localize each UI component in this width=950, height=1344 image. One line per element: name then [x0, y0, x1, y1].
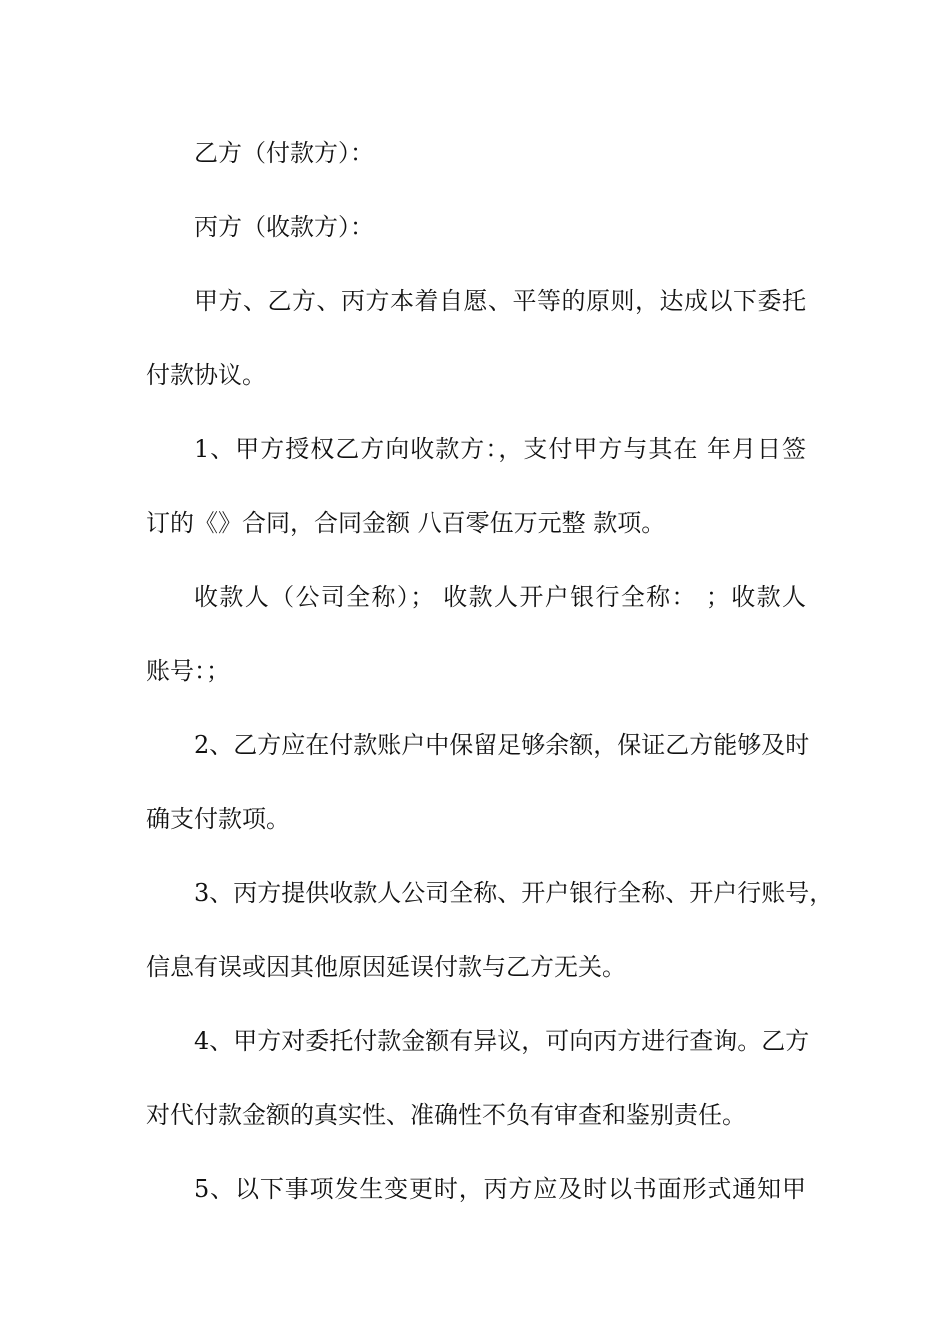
clause-2-line-1: 2、乙方应在付款账户中保留足够余额，保证乙方能够及时 — [194, 731, 810, 759]
intro-paragraph-line-2: 付款协议。 — [146, 361, 266, 389]
clause-4-line-1: 4、甲方对委托付款金额有异议，可向丙方进行查询。乙方 — [194, 1027, 810, 1055]
party-b-line: 乙方（付款方）： — [194, 139, 374, 167]
clause-5-line-1: 5、以下事项发生变更时，丙方应及时以书面形式通知甲 — [194, 1175, 806, 1203]
clause-3-line-2: 信息有误或因其他原因延误付款与乙方无关。 — [146, 953, 626, 981]
clause-2-line-2: 确支付款项。 — [146, 805, 290, 833]
intro-paragraph-line-1: 甲方、乙方、丙方本着自愿、平等的原则，达成以下委托 — [194, 287, 806, 315]
payee-info-line-2: 账号：； — [146, 657, 230, 685]
clause-1-line-1: 1、甲方授权乙方向收款方：，支付甲方与其在 年月日签 — [194, 435, 806, 463]
clause-3-line-1: 3、丙方提供收款人公司全称、开户银行全称、开户行账号， — [194, 879, 834, 907]
clause-4-line-2: 对代付款金额的真实性、准确性不负有审查和鉴别责任。 — [146, 1101, 746, 1129]
payee-info-line-1: 收款人（公司全称）； 收款人开户银行全称： ；收款人 — [194, 583, 806, 611]
party-c-line: 丙方（收款方）： — [194, 213, 374, 241]
clause-1-line-2: 订的《》合同，合同金额 八百零伍万元整 款项。 — [146, 509, 666, 537]
